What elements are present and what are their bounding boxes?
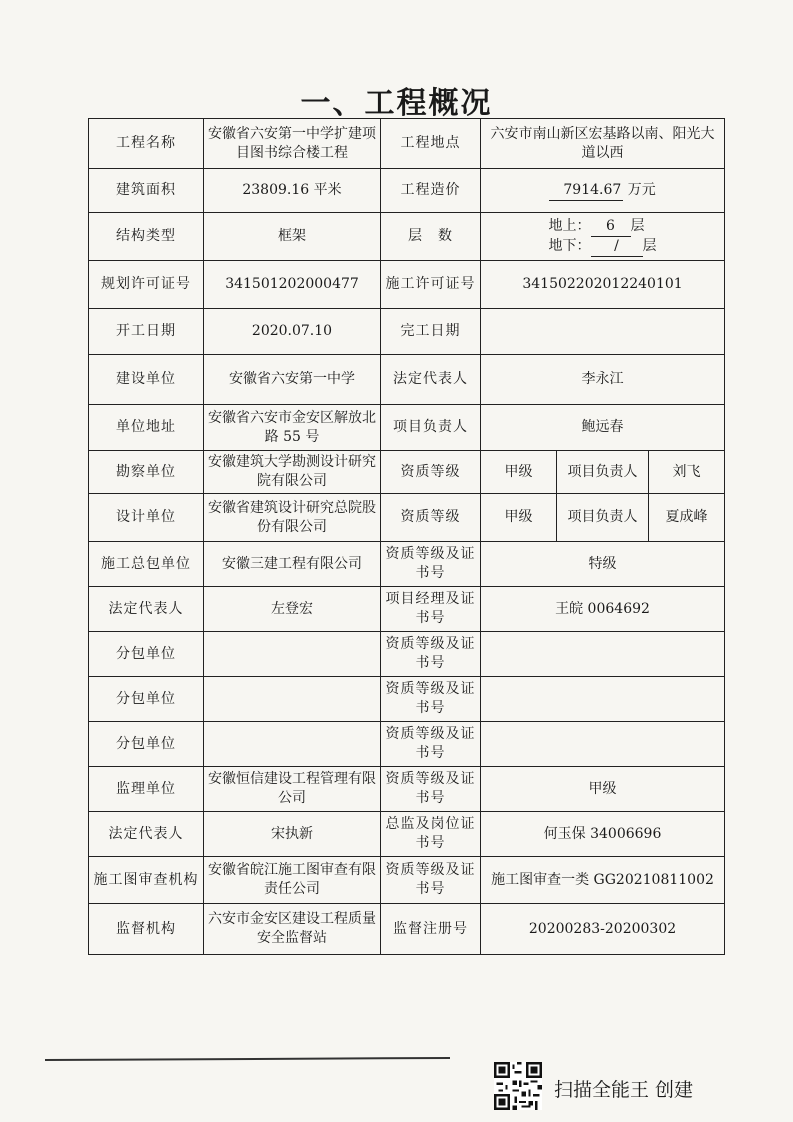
label-survey-grade: 资质等级 — [381, 451, 481, 494]
row-contractor-rep — [89, 587, 725, 632]
row-supervisor — [89, 767, 725, 812]
row-permit — [89, 261, 725, 309]
value-start-date: 2020.07.10 — [204, 309, 381, 355]
floors-below-unit: 层 — [642, 237, 657, 254]
label-address: 单位地址 — [89, 405, 204, 451]
label-project-manager: 项目经理及证书号 — [381, 587, 481, 632]
row-builder — [89, 355, 725, 405]
row-area — [89, 169, 725, 213]
row-supervisor-rep — [89, 812, 725, 857]
value-project-location: 六安市南山新区宏基路以南、阳光大道以西 — [481, 119, 725, 169]
label-subcontractor-3-grade: 资质等级及证书号 — [381, 722, 481, 767]
row-project-name — [89, 119, 725, 169]
row-subcontractor-1 — [89, 632, 725, 677]
label-project-lead: 项目负责人 — [381, 405, 481, 451]
value-builder: 安徽省六安第一中学 — [204, 355, 381, 405]
value-survey: 安徽建筑大学勘测设计研究院有限公司 — [204, 451, 381, 494]
value-subcontractor-1-grade — [481, 632, 725, 677]
row-oversight — [89, 904, 725, 955]
value-oversight: 六安市金安区建设工程质量安全监督站 — [204, 904, 381, 955]
row-structure — [89, 213, 725, 261]
row-contractor — [89, 542, 725, 587]
value-project-name: 安徽省六安第一中学扩建项目图书综合楼工程 — [204, 119, 381, 169]
value-oversight-reg: 20200283-20200302 — [481, 904, 725, 955]
label-supervisor: 监理单位 — [89, 767, 204, 812]
value-cost-unit: 万元 — [627, 181, 656, 198]
value-supervisor-rep: 宋执新 — [204, 812, 381, 857]
label-design-grade: 资质等级 — [381, 494, 481, 542]
row-design — [89, 494, 725, 542]
value-cost-cell — [481, 169, 725, 213]
label-survey-pm: 项目负责人 — [557, 451, 649, 494]
row-subcontractor-3 — [89, 722, 725, 767]
row-dates — [89, 309, 725, 355]
label-contractor: 施工总包单位 — [89, 542, 204, 587]
value-subcontractor-3-grade — [481, 722, 725, 767]
value-design-pm: 夏成峰 — [649, 494, 725, 542]
row-review — [89, 857, 725, 904]
label-review-grade: 资质等级及证书号 — [381, 857, 481, 904]
value-area: 23809.16 平米 — [204, 169, 381, 213]
label-design: 设计单位 — [89, 494, 204, 542]
label-subcontractor-2: 分包单位 — [89, 677, 204, 722]
label-contractor-rep: 法定代表人 — [89, 587, 204, 632]
label-area: 建筑面积 — [89, 169, 204, 213]
floors-below: / — [591, 237, 643, 257]
page-title: 一、工程概况 — [300, 86, 493, 121]
scanner-watermark: 扫描全能王 创建 — [554, 1079, 694, 1101]
value-subcontractor-1 — [204, 632, 381, 677]
label-subcontractor-1: 分包单位 — [89, 632, 204, 677]
value-planning-permit: 341501202000477 — [204, 261, 381, 309]
label-floors: 层 数 — [381, 213, 481, 261]
label-review-agency: 施工图审查机构 — [89, 857, 204, 904]
value-project-manager: 王皖 0064692 — [481, 587, 725, 632]
value-structure: 框架 — [204, 213, 381, 261]
value-subcontractor-3 — [204, 722, 381, 767]
label-builder: 建设单位 — [89, 355, 204, 405]
label-subcontractor-3: 分包单位 — [89, 722, 204, 767]
row-address — [89, 405, 725, 451]
value-contractor: 安徽三建工程有限公司 — [204, 542, 381, 587]
value-supervisor-grade: 甲级 — [481, 767, 725, 812]
floors-above-unit: 层 — [630, 217, 645, 234]
row-subcontractor-2 — [89, 677, 725, 722]
value-review-agency: 安徽省皖江施工图审查有限责任公司 — [204, 857, 381, 904]
qr-code-icon — [494, 1062, 542, 1110]
label-oversight-reg: 监督注册号 — [381, 904, 481, 955]
value-supervisor: 安徽恒信建设工程管理有限公司 — [204, 767, 381, 812]
value-survey-grade: 甲级 — [481, 451, 557, 494]
value-contractor-rep: 左登宏 — [204, 587, 381, 632]
floors-above-prefix: 地上： — [548, 217, 591, 234]
value-chief-supervisor: 何玉保 34006696 — [481, 812, 725, 857]
label-end-date: 完工日期 — [381, 309, 481, 355]
value-address: 安徽省六安市金安区解放北路 55 号 — [204, 405, 381, 451]
label-start-date: 开工日期 — [89, 309, 204, 355]
floors-below-prefix: 地下： — [548, 237, 591, 254]
value-cost: 7914.67 — [549, 181, 623, 201]
project-overview-table — [88, 118, 725, 955]
value-subcontractor-2 — [204, 677, 381, 722]
value-design: 安徽省建筑设计研究总院股份有限公司 — [204, 494, 381, 542]
label-project-name: 工程名称 — [89, 119, 204, 169]
label-construction-permit: 施工许可证号 — [381, 261, 481, 309]
label-chief-supervisor: 总监及岗位证书号 — [381, 812, 481, 857]
label-structure: 结构类型 — [89, 213, 204, 261]
label-builder-rep: 法定代表人 — [381, 355, 481, 405]
value-design-grade: 甲级 — [481, 494, 557, 542]
label-planning-permit: 规划许可证号 — [89, 261, 204, 309]
label-subcontractor-1-grade: 资质等级及证书号 — [381, 632, 481, 677]
value-contractor-grade: 特级 — [481, 542, 725, 587]
row-survey — [89, 451, 725, 494]
label-design-pm: 项目负责人 — [557, 494, 649, 542]
label-project-location: 工程地点 — [381, 119, 481, 169]
label-cost: 工程造价 — [381, 169, 481, 213]
value-survey-pm: 刘飞 — [649, 451, 725, 494]
floors-above: 6 — [591, 217, 631, 237]
value-end-date — [481, 309, 725, 355]
bottom-rule — [45, 1057, 450, 1061]
label-supervisor-grade: 资质等级及证书号 — [381, 767, 481, 812]
value-subcontractor-2-grade — [481, 677, 725, 722]
value-review-grade: 施工图审查一类 GG20210811002 — [481, 857, 725, 904]
value-construction-permit: 341502202012240101 — [481, 261, 725, 309]
value-builder-rep: 李永江 — [481, 355, 725, 405]
value-project-lead: 鲍远春 — [481, 405, 725, 451]
value-floors-cell — [481, 213, 725, 261]
label-survey: 勘察单位 — [89, 451, 204, 494]
label-supervisor-rep: 法定代表人 — [89, 812, 204, 857]
label-oversight: 监督机构 — [89, 904, 204, 955]
label-subcontractor-2-grade: 资质等级及证书号 — [381, 677, 481, 722]
label-contractor-grade: 资质等级及证书号 — [381, 542, 481, 587]
